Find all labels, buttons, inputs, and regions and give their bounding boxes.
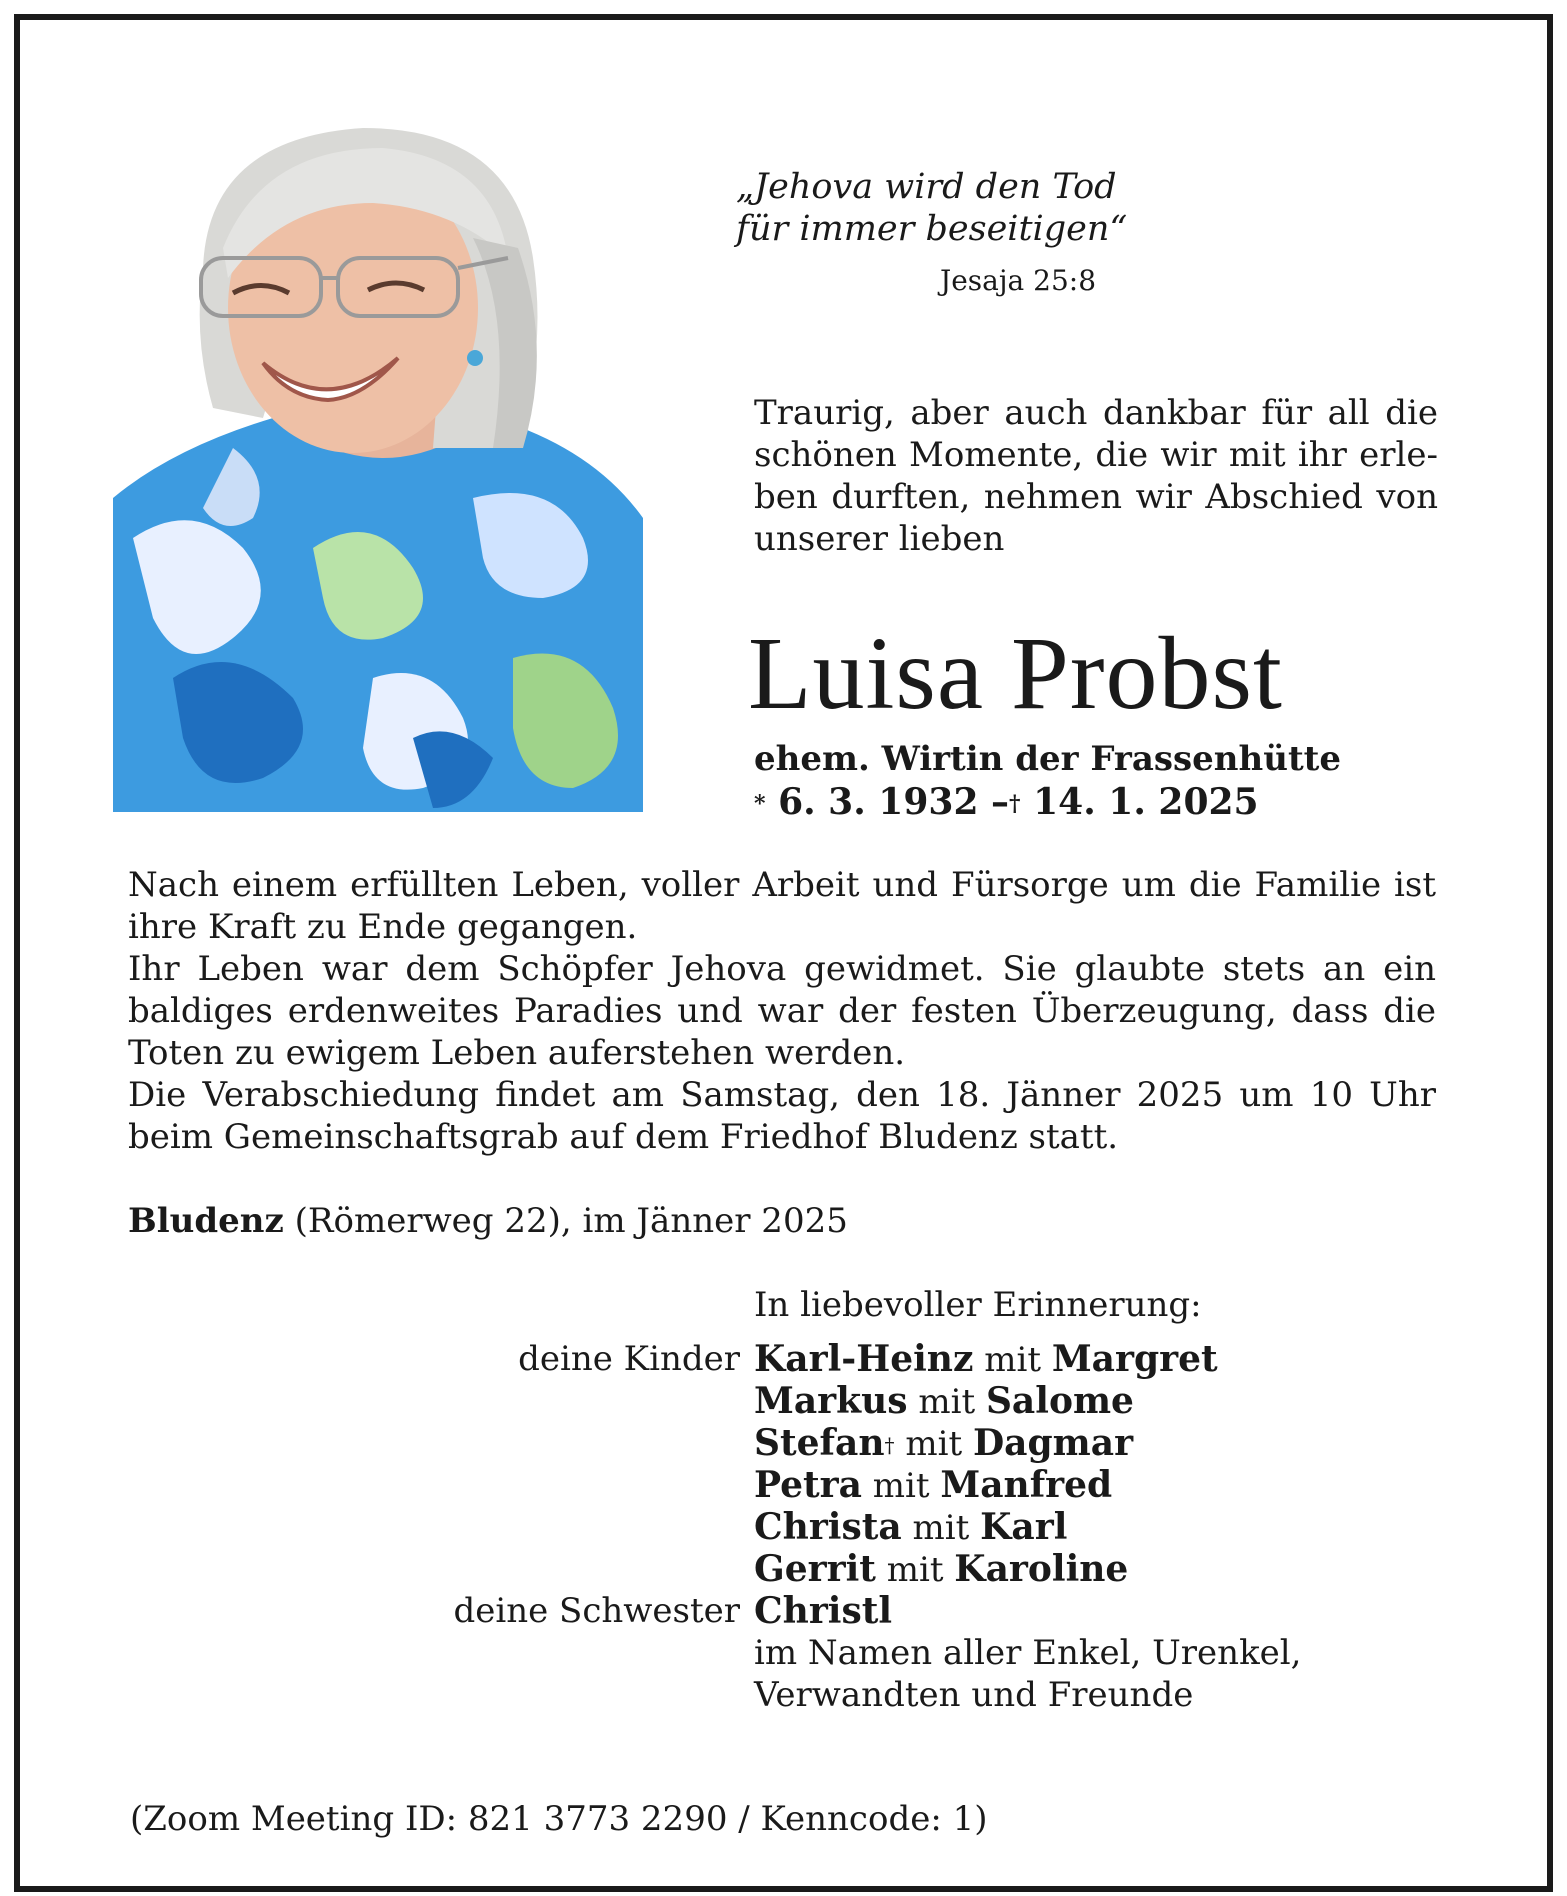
place-city: Bludenz [128, 1201, 284, 1241]
deceased-mark: † [884, 1433, 895, 1457]
date-separator: – [991, 781, 1010, 823]
child-name: Christa [754, 1506, 902, 1548]
conjunction: mit [894, 1424, 973, 1464]
child-entry [754, 1548, 1454, 1591]
child-name: Gerrit [754, 1548, 876, 1590]
life-dates [754, 780, 1454, 824]
quote-reference: Jesaja 25:8 [940, 264, 1097, 297]
intro-text: Traurig, aber auch dankbar für all die schönen Momente, die wir mit ihr erleben durften, nehmen wir Abschied von unserer lieben [754, 393, 1438, 559]
children-label: deine Kinder [518, 1339, 740, 1379]
quote-line-2: für immer beseitigen“ [736, 209, 1128, 249]
place-date [128, 1200, 1028, 1242]
quote-line-1: „Jehova wird den Tod [736, 167, 1117, 207]
place-rest: (Römerweg 22), im Jänner 2025 [283, 1201, 848, 1241]
birth-date: 6. 3. 1932 [778, 781, 979, 823]
memorial-label: In liebevoller Erinnerung: [754, 1285, 1202, 1325]
closing-line-2: Verwandten und Freunde [754, 1675, 1194, 1715]
conjunction: mit [973, 1340, 1052, 1380]
child-name: Karl-Heinz [754, 1338, 974, 1380]
body-paragraph-3: Die Verabschiedung findet am Samstag, den 18. Jänner 2025 um 10 Uhr beim Gemeinschaftsgrab auf dem Friedhof Bludenz statt. [128, 1075, 1436, 1157]
conjunction: mit [875, 1550, 955, 1590]
birth-mark: * [754, 791, 766, 817]
child-entry [754, 1464, 1454, 1507]
body-paragraph-2: Ihr Leben war dem Schöpfer Jehova gewidmet. Sie glaubte stets an ein baldiges erdenweites Paradies und war der festen Überzeugung, dass die Toten zu ewigem Leben auferstehen werden. [128, 949, 1436, 1073]
child-entry [754, 1380, 1454, 1423]
partner-name: Karoline [954, 1548, 1129, 1590]
sister-label: deine Schwester [453, 1591, 740, 1631]
closing-line-1: im Namen aller Enkel, Urenkel, [754, 1633, 1302, 1673]
body-paragraph-1: Nach einem erfüllten Leben, voller Arbeit und Fürsorge um die Familie ist ihre Kraft zu Ende gegangen. [128, 865, 1436, 947]
portrait-photo [113, 118, 643, 812]
death-mark: † [1009, 791, 1021, 817]
deceased-occupation: ehem. Wirtin der Frassenhütte [754, 739, 1341, 779]
bible-quote [736, 166, 1136, 250]
conjunction: mit [901, 1508, 981, 1548]
partner-name: Manfred [940, 1464, 1113, 1506]
partner-name: Salome [985, 1380, 1134, 1422]
child-name: Markus [754, 1380, 908, 1422]
partner-name: Margret [1051, 1338, 1218, 1380]
deceased-name: Luisa Probst [748, 616, 1283, 731]
sister-name: Christl [754, 1590, 893, 1632]
partner-name: Dagmar [972, 1422, 1134, 1464]
death-date: 14. 1. 2025 [1033, 781, 1259, 823]
child-name: Stefan [754, 1422, 885, 1464]
zoom-info: (Zoom Meeting ID: 821 3773 2290 / Kenncode: 1) [130, 1799, 988, 1839]
child-name: Petra [754, 1464, 862, 1506]
child-entry [754, 1338, 1454, 1381]
body-text [128, 864, 1436, 1158]
partner-name: Karl [980, 1506, 1068, 1548]
sister-entry [754, 1590, 1454, 1633]
child-entry [754, 1422, 1454, 1465]
conjunction: mit [861, 1466, 941, 1506]
conjunction: mit [907, 1382, 986, 1422]
child-entry [754, 1506, 1454, 1549]
